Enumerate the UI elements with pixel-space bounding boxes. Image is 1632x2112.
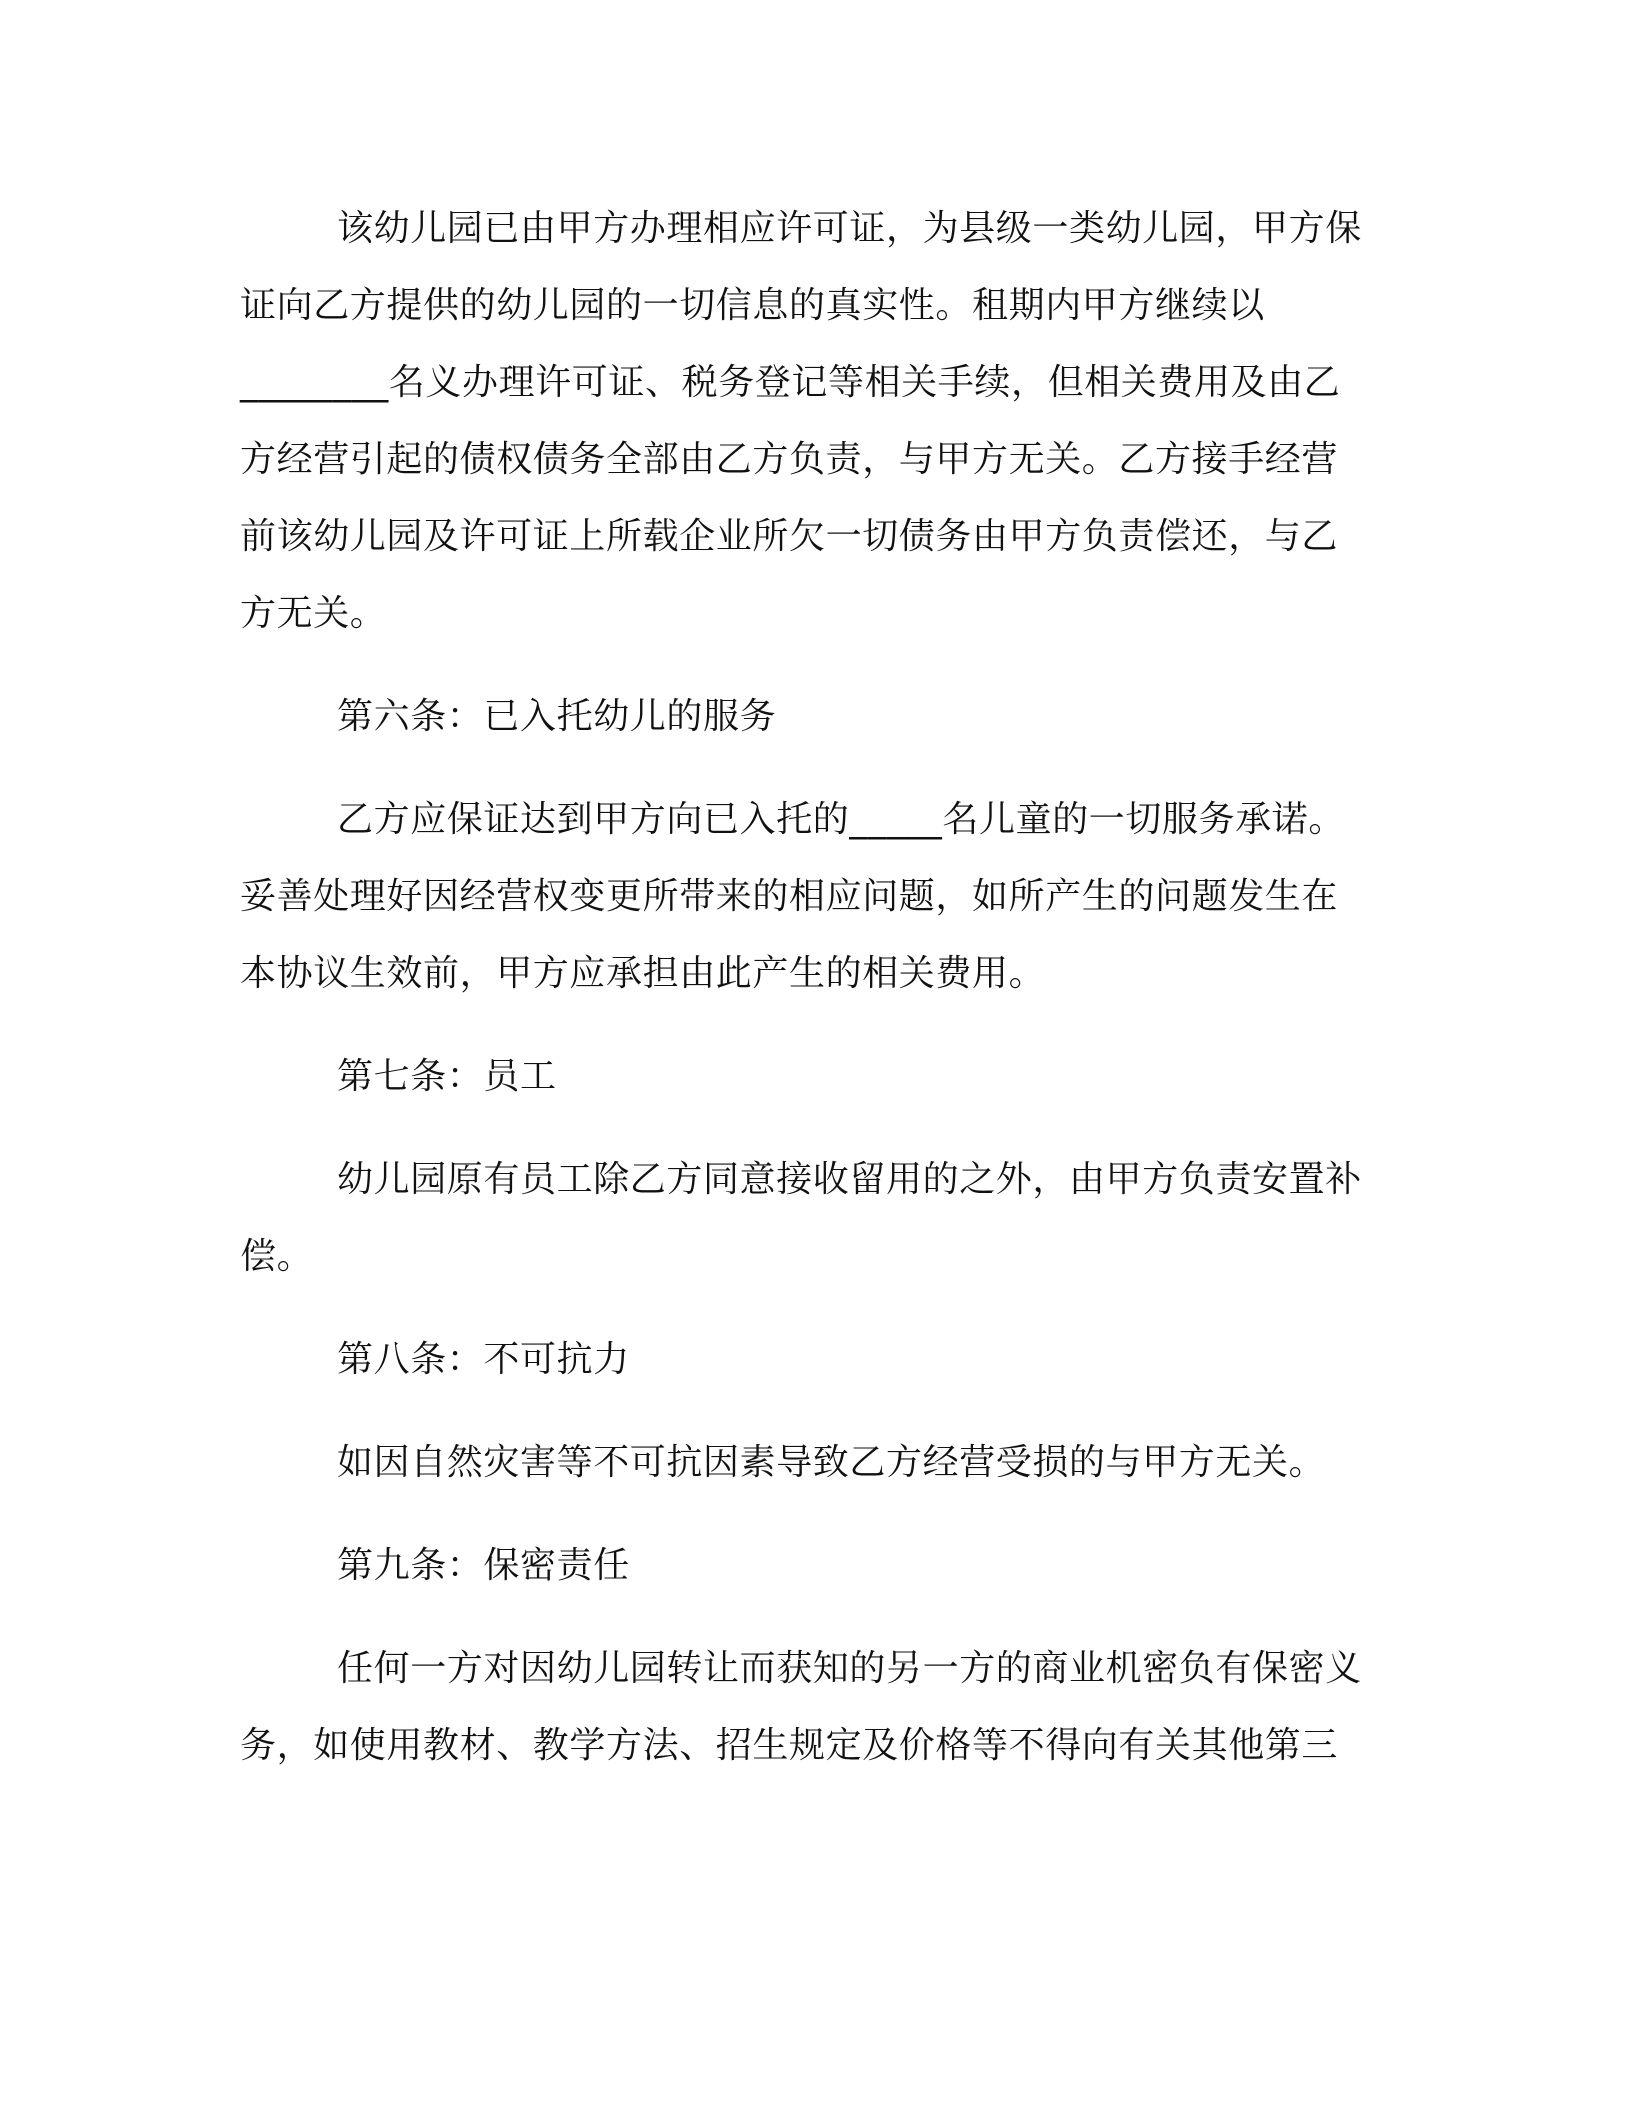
text-line: 前该幼儿园及许可证上所载企业所欠一切债务由甲方负责偿还，与乙 <box>240 516 1339 557</box>
text-line: 该幼儿园已由甲方办理相应许可证，为县级一类幼儿园，甲方保 <box>337 208 1362 249</box>
text-line: 偿。 <box>240 1236 314 1277</box>
text-line: 乙方应保证达到甲方向已入托的_____名儿童的一切服务承诺。 <box>337 799 1346 840</box>
text-line: 证向乙方提供的幼儿园的一切信息的真实性。租期内甲方继续以 <box>240 285 1265 326</box>
article-8-heading: 第八条：不可抗力 <box>337 1339 630 1380</box>
article-9-heading: 第九条：保密责任 <box>337 1545 630 1586</box>
text-line: 务，如使用教材、教学方法、招生规定及价格等不得向有关其他第三 <box>240 1725 1339 1766</box>
text-line: 任何一方对因幼儿园转让而获知的另一方的商业机密负有保密义 <box>337 1648 1362 1689</box>
text-line: 方无关。 <box>240 593 387 634</box>
text-line: 如因自然灾害等不可抗因素导致乙方经营受损的与甲方无关。 <box>337 1442 1326 1483</box>
text-line: 幼儿园原有员工除乙方同意接收留用的之外，由甲方负责安置补 <box>337 1159 1362 1200</box>
document-page <box>240 190 1375 1810</box>
paragraph-force-majeure <box>240 1424 1375 1501</box>
text-line: 本协议生效前，甲方应承担由此产生的相关费用。 <box>240 953 1046 994</box>
paragraph-children-service <box>240 781 1375 1012</box>
text-line: 方经营引起的债权债务全部由乙方负责，与甲方无关。乙方接手经营 <box>240 439 1339 480</box>
paragraph-license <box>240 190 1375 652</box>
text-line: ________名义办理许可证、税务登记等相关手续，但相关费用及由乙 <box>240 362 1341 403</box>
article-6-heading: 第六条：已入托幼儿的服务 <box>337 696 777 737</box>
paragraph-staff <box>240 1141 1375 1295</box>
text-line: 妥善处理好因经营权变更所带来的相应问题，如所产生的问题发生在 <box>240 876 1339 917</box>
article-7-heading: 第七条：员工 <box>337 1056 557 1097</box>
paragraph-confidentiality <box>240 1630 1375 1784</box>
